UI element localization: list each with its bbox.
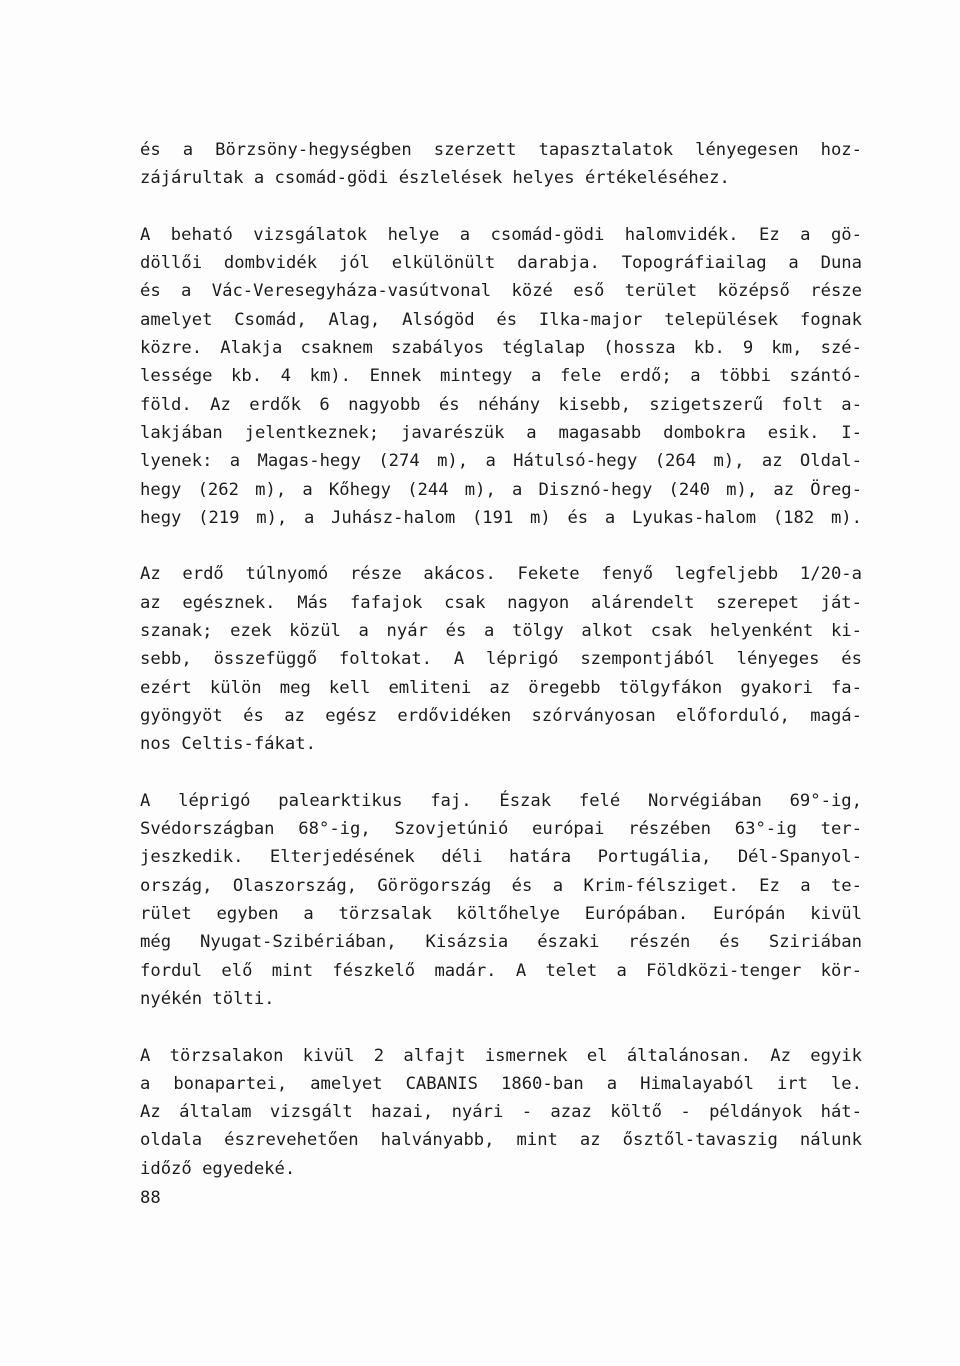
text-line: fordul elő mint fészkelő madár. A telet a Földközi-tenger kör- xyxy=(140,960,862,981)
text-line: amelyet Csomád, Alag, Alsógöd és Ilka-major települések fognak xyxy=(140,309,862,330)
text-line: nyékén tölti. xyxy=(140,988,275,1009)
text-line: lakjában jelentkeznek; javarészük a magasabb dombokra esik. I- xyxy=(140,422,862,443)
text-line: időző egyedeké. xyxy=(140,1158,296,1179)
paragraph-2 xyxy=(140,221,862,532)
text-line: rület egyben a törzsalak költőhelye Európában. Európán kivül xyxy=(140,904,862,925)
text-line: Svédországban 68°-ig, Szovjetúnió európai részében 63°-ig ter- xyxy=(140,819,862,840)
paragraph-4 xyxy=(140,787,862,1013)
text-line: döllői dombvidék jól elkülönült darabja. Topográfiailag a Duna xyxy=(140,253,862,274)
text-line: ezért külön meg kell emliteni az öregebb tölgyfákon gyakori fa- xyxy=(140,677,862,698)
text-line: hegy (262 m), a Kőhegy (244 m), a Disznó-hegy (240 m), az Öreg- xyxy=(140,479,862,500)
paragraph-3 xyxy=(140,560,862,758)
text-line: az egésznek. Más fafajok csak nagyon alárendelt szerepet ját- xyxy=(140,592,862,613)
text-line: még Nyugat-Szibériában, Kisázsia északi részén és Sziriában xyxy=(140,932,862,953)
text-line: a bonapartei, amelyet CABANIS 1860-ban a Himalayaból irt le. xyxy=(140,1073,862,1094)
body-text xyxy=(140,136,862,1183)
text-line: Az általam vizsgált hazai, nyári - azaz költő - példányok hát- xyxy=(140,1102,862,1123)
text-line: nos Celtis-fákat. xyxy=(140,734,316,755)
text-line: lessége kb. 4 km). Ennek mintegy a fele erdő; a többi szántó- xyxy=(140,366,862,387)
text-line: jeszkedik. Elterjedésének déli határa Portugália, Dél-Spanyol- xyxy=(140,847,862,868)
text-line: sebb, összefüggő foltokat. A léprigó szempontjából lényeges és xyxy=(140,649,862,670)
text-line: A törzsalakon kivül 2 alfajt ismernek el általánosan. Az egyik xyxy=(140,1045,862,1066)
text-line: ország, Olaszország, Görögország és a Krim-félsziget. Ez a te- xyxy=(140,875,862,896)
text-line: oldala észrevehetően halványabb, mint az ősztől-tavaszig nálunk xyxy=(140,1130,862,1151)
text-line: szanak; ezek közül a nyár és a tölgy alkot csak helyenként ki- xyxy=(140,621,862,642)
text-line: és a Vác-Veresegyháza-vasútvonal közé eső terület középső része xyxy=(140,281,862,302)
page-number: 88 xyxy=(140,1188,161,1208)
paragraph-5 xyxy=(140,1042,862,1183)
text-line: Az erdő túlnyomó része akácos. Fekete fenyő legfeljebb 1/20-a xyxy=(140,564,862,585)
text-line: föld. Az erdők 6 nagyobb és néhány kisebb, szigetszerű folt a- xyxy=(140,394,862,415)
text-line: A beható vizsgálatok helye a csomád-gödi halomvidék. Ez a gö- xyxy=(140,224,862,245)
paragraph-1 xyxy=(140,136,862,193)
text-line: közre. Alakja csaknem szabályos téglalap (hossza kb. 9 km, szé- xyxy=(140,338,862,359)
text-line: hegy (219 m), a Juhász-halom (191 m) és a Lyukas-halom (182 m). xyxy=(140,507,862,528)
text-line: zájárultak a csomád-gödi észlelések helyes értékeléséhez. xyxy=(140,168,730,189)
text-line: lyenek: a Magas-hegy (274 m), a Hátulsó-hegy (264 m), az Oldal- xyxy=(140,451,862,472)
text-line: A léprigó palearktikus faj. Észak felé Norvégiában 69°-ig, xyxy=(140,790,862,811)
text-line: gyöngyöt és az egész erdővidéken szórványosan előforduló, magá- xyxy=(140,705,862,726)
text-line: és a Börzsöny-hegységben szerzett tapasztalatok lényegesen hoz- xyxy=(140,140,862,160)
